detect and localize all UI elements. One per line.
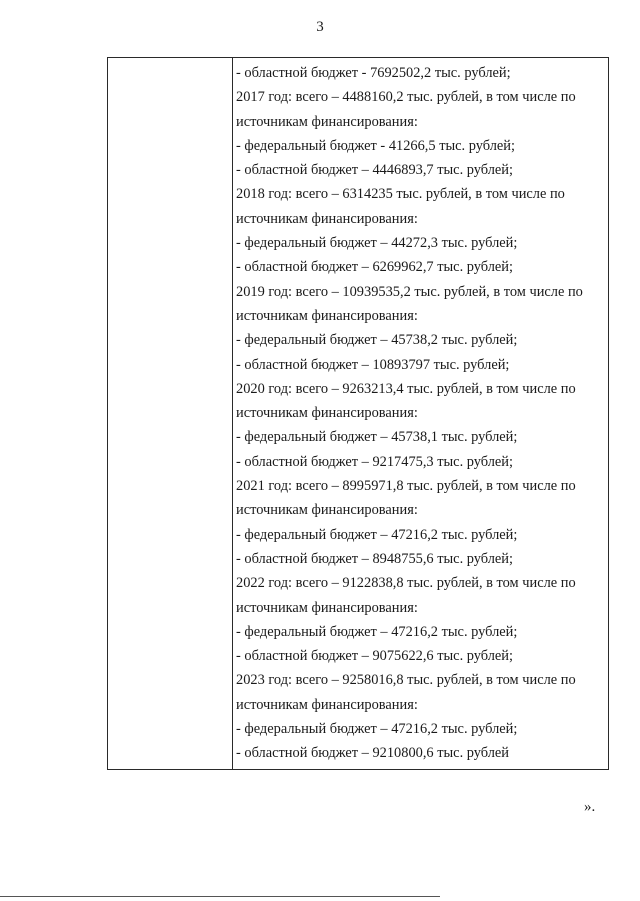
funding-line: - областной бюджет – 10893797 тыс. рублей; bbox=[236, 356, 510, 373]
funding-line: 2023 год: всего – 9258016,8 тыс. рублей, в том числе по bbox=[236, 672, 576, 689]
funding-line: - федеральный бюджет – 45738,1 тыс. рублей; bbox=[236, 429, 518, 446]
funding-line: 2019 год: всего – 10939535,2 тыс. рублей, в том числе по bbox=[236, 283, 583, 300]
funding-line: - федеральный бюджет – 45738,2 тыс. рублей; bbox=[236, 332, 518, 349]
table-right-column bbox=[236, 61, 604, 766]
funding-line: - областной бюджет – 8948755,6 тыс. рублей; bbox=[236, 550, 514, 567]
funding-line: 2020 год: всего – 9263213,4 тыс. рублей, в том числе по bbox=[236, 380, 576, 397]
funding-line: - областной бюджет - 7692502,2 тыс. рублей; bbox=[236, 65, 511, 81]
funding-line: - областной бюджет – 9075622,6 тыс. рублей; bbox=[236, 648, 514, 665]
funding-line: - областной бюджет – 9217475,3 тыс. рублей; bbox=[236, 453, 514, 470]
funding-line: источникам финансирования: bbox=[236, 405, 418, 422]
funding-line: 2021 год: всего – 8995971,8 тыс. рублей, в том числе по bbox=[236, 478, 576, 495]
funding-line: - областной бюджет – 6269962,7 тыс. рублей; bbox=[236, 259, 514, 276]
funding-line: источникам финансирования: bbox=[236, 599, 418, 616]
page-number: 3 bbox=[316, 19, 324, 35]
funding-line: 2017 год: всего – 4488160,2 тыс. рублей, в том числе по bbox=[236, 89, 576, 106]
funding-line: - федеральный бюджет – 47216,2 тыс. рублей; bbox=[236, 721, 518, 738]
closing-quote-mark: ». bbox=[584, 799, 596, 815]
funding-line: источникам финансирования: bbox=[236, 113, 418, 130]
funding-line: - федеральный бюджет – 47216,2 тыс. рублей; bbox=[236, 526, 518, 543]
funding-table bbox=[107, 57, 609, 770]
table-left-column bbox=[108, 58, 233, 769]
funding-line: - областной бюджет – 9210800,6 тыс. рублей bbox=[236, 745, 510, 762]
funding-line: источникам финансирования: bbox=[236, 696, 418, 713]
funding-line: источникам финансирования: bbox=[236, 210, 418, 227]
funding-line: - областной бюджет – 4446893,7 тыс. рублей; bbox=[236, 162, 514, 179]
funding-line: - федеральный бюджет – 47216,2 тыс. рублей; bbox=[236, 623, 518, 640]
funding-line: 2018 год: всего – 6314235 тыс. рублей, в том числе по bbox=[236, 186, 565, 203]
footer-rule bbox=[0, 896, 440, 897]
funding-line: источникам финансирования: bbox=[236, 307, 418, 324]
funding-line: 2022 год: всего – 9122838,8 тыс. рублей, в том числе по bbox=[236, 575, 576, 592]
funding-line: источникам финансирования: bbox=[236, 502, 418, 519]
funding-line: - федеральный бюджет - 41266,5 тыс. рублей; bbox=[236, 137, 515, 154]
funding-line: - федеральный бюджет – 44272,3 тыс. рублей; bbox=[236, 235, 518, 252]
